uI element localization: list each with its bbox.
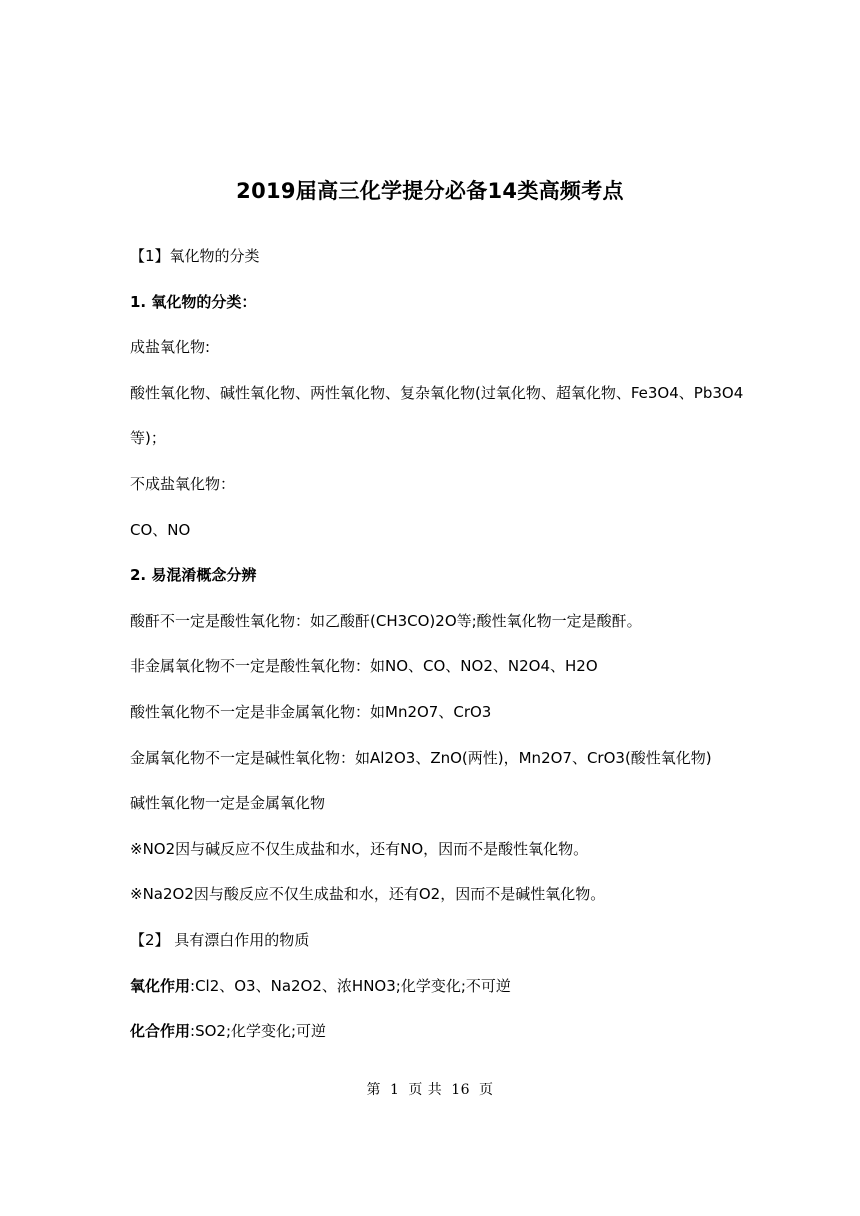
paragraph-line	[130, 423, 740, 469]
line-text: 2. 易混淆概念分辨	[130, 566, 257, 585]
line-text: 非金属氧化物不一定是酸性氧化物：如NO、CO、NO2、N2O4、H2O	[130, 657, 598, 676]
paragraph-line	[130, 651, 740, 697]
footer-total-pages: 16	[451, 1082, 471, 1098]
paragraph-line	[130, 332, 740, 378]
footer-page-number: 1	[389, 1082, 400, 1098]
paragraph-line	[130, 788, 740, 834]
line-text: 【1】氧化物的分类	[130, 247, 260, 265]
line-text: 碱性氧化物一定是金属氧化物	[130, 794, 326, 813]
line-text: ※NO2因与碱反应不仅生成盐和水，还有NO，因而不是酸性氧化物。	[130, 839, 589, 858]
section-heading-2	[130, 925, 740, 971]
paragraph-line	[130, 971, 740, 1017]
paragraph-line	[130, 469, 740, 515]
line-text: CO、NO	[130, 520, 191, 539]
paragraph-line	[130, 1016, 740, 1062]
footer-middle: 页 共	[408, 1082, 443, 1098]
subheading-confusing-concepts	[130, 560, 740, 606]
paragraph-line	[130, 697, 740, 743]
term-label: 化合作用	[130, 1022, 191, 1041]
line-text: 酸性氧化物、碱性氧化物、两性氧化物、复杂氧化物(过氧化物、超氧化物、Fe3O4、Pb3O4	[130, 383, 744, 402]
subheading-oxide-classification	[130, 287, 740, 333]
document-title: 2019届高三化学提分必备14类高频考点	[236, 179, 624, 203]
line-text: :SO2;化学变化;可逆	[190, 1022, 327, 1041]
paragraph-line	[130, 743, 740, 789]
line-text: ※Na2O2因与酸反应不仅生成盐和水，还有O2，因而不是碱性氧化物。	[130, 885, 606, 904]
footer-suffix: 页	[479, 1082, 494, 1098]
footer-prefix: 第	[366, 1082, 381, 1098]
paragraph-line	[130, 606, 740, 652]
line-text: :Cl2、O3、Na2O2、浓HNO3;化学变化;不可逆	[190, 976, 511, 995]
note-line	[130, 879, 740, 925]
line-text: 1. 氧化物的分类：	[130, 292, 257, 311]
line-text: 金属氧化物不一定是碱性氧化物：如Al2O3、ZnO(两性)，Mn2O7、CrO3(酸性氧化物)	[130, 748, 712, 767]
line-text: 成盐氧化物:	[130, 338, 211, 357]
line-text: 【2】 具有漂白作用的物质	[130, 930, 310, 949]
document-body	[130, 241, 744, 1062]
line-text: 等)；	[130, 429, 166, 448]
note-line	[130, 834, 740, 880]
line-text: 不成盐氧化物：	[130, 474, 236, 493]
paragraph-line	[130, 515, 740, 561]
term-label: 氧化作用	[130, 976, 191, 995]
line-text: 酸酐不一定是酸性氧化物：如乙酸酐(CH3CO)2O等;酸性氧化物一定是酸酐。	[130, 611, 642, 630]
section-heading-1	[130, 241, 740, 287]
paragraph-line	[130, 378, 744, 424]
page-footer	[0, 1078, 860, 1102]
line-text: 酸性氧化物不一定是非金属氧化物：如Mn2O7、CrO3	[130, 702, 492, 721]
